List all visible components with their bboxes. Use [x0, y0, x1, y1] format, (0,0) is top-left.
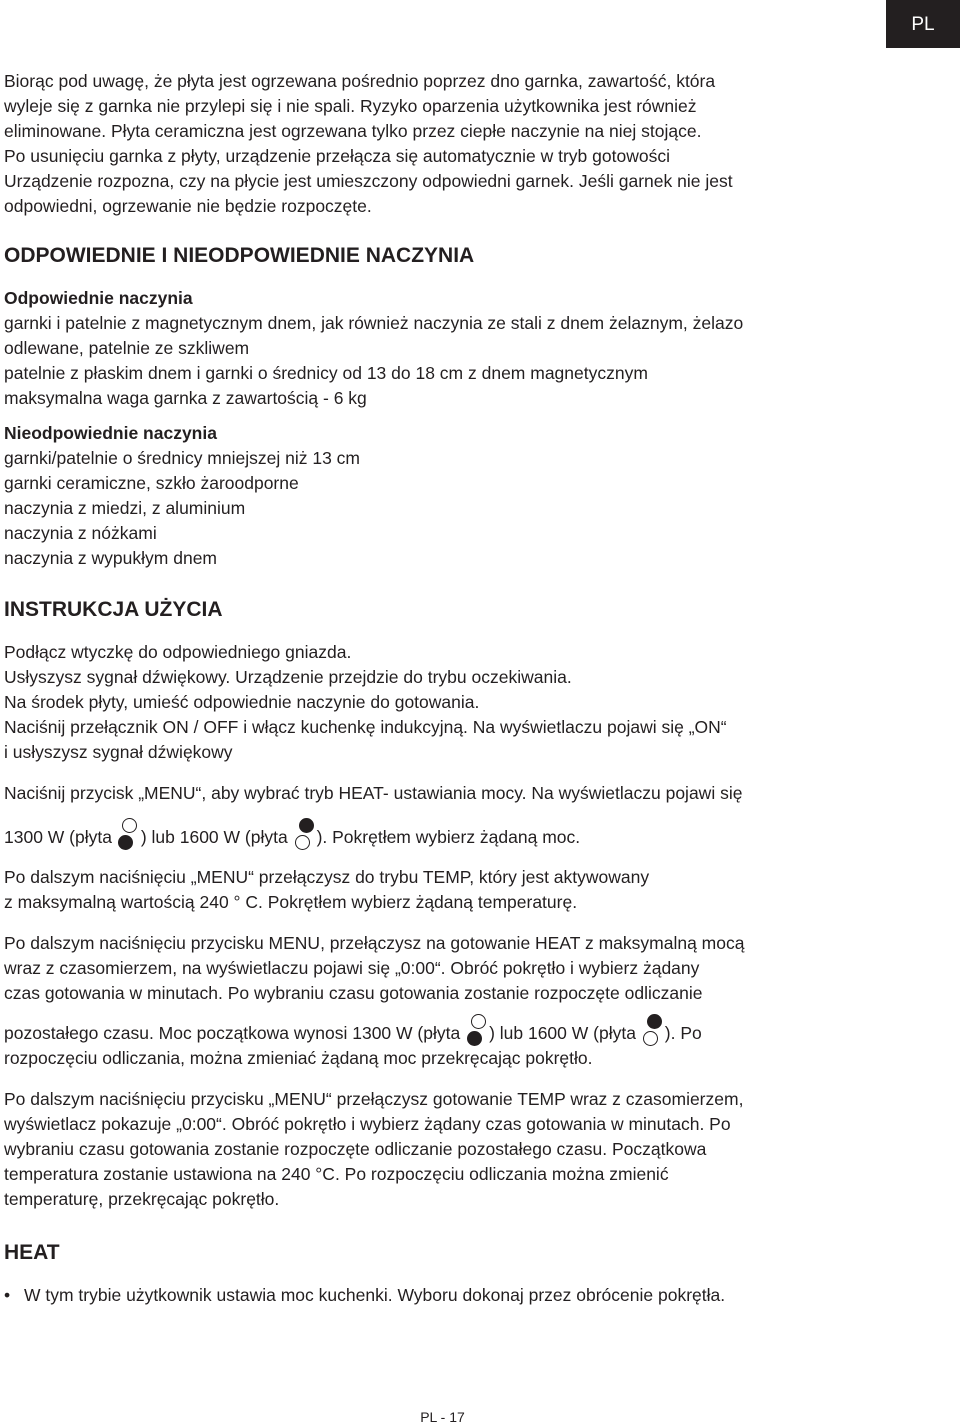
text-fragment: pozostałego czasu. Moc początkowa wynosi 1300 W (płyta: [4, 1023, 466, 1043]
text-line: z maksymalną wartością 240 ° C. Pokrętłem wybierz żądaną temperaturę.: [4, 892, 578, 912]
instructions-paragraph-3: [4, 865, 909, 915]
suitable-list: [4, 311, 909, 411]
list-item: odlewane, patelnie ze szkliwem: [4, 338, 250, 358]
text-line: odpowiedni, ogrzewanie nie będzie rozpoczęte.: [4, 196, 372, 216]
unsuitable-list: [4, 446, 909, 571]
plate-small-icon: [118, 818, 140, 850]
list-item: naczynia z wypukłym dnem: [4, 548, 217, 568]
subheading-unsuitable: Nieodpowiednie naczynia: [4, 423, 217, 443]
plate-large-icon: [642, 1014, 664, 1046]
text-line: Po dalszym naciśnięciu przycisku MENU, przełączysz na gotowanie HEAT z maksymalną mocą: [4, 933, 745, 953]
page-number: PL - 17: [420, 1409, 465, 1425]
instructions-paragraph-5: [4, 1087, 909, 1212]
list-item: garnki ceramiczne, szkło żaroodporne: [4, 473, 299, 493]
intro-paragraph: [4, 69, 909, 219]
list-item: • W tym trybie użytkownik ustawia moc kuchenki. Wyboru dokonaj przez obrócenie pokrętła.: [4, 1283, 909, 1308]
text-line: temperaturę, przekręcając pokrętło.: [4, 1189, 280, 1209]
text-line: czas gotowania w minutach. Po wybraniu czasu gotowania zostanie rozpoczęte odliczanie: [4, 983, 703, 1003]
text-line: temperatura zostanie ustawiona na 240 °C. Po rozpoczęciu odliczania można zmienić: [4, 1164, 669, 1184]
list-item: naczynia z nóżkami: [4, 523, 157, 543]
section-heading-cookware: ODPOWIEDNIE I NIEODPOWIEDNIE NACZYNIA: [4, 244, 475, 267]
text-line: wyświetlacz pokazuje „0:00“. Obróć pokrętło i wybierz żądany czas gotowania w minutach. Po: [4, 1114, 731, 1134]
plate-large-icon: [294, 818, 316, 850]
text-fragment: 1300 W (płyta: [4, 827, 117, 847]
list-item: garnki/patelnie o średnicy mniejszej niż 13 cm: [4, 448, 360, 468]
text-line: eliminowane. Płyta ceramiczna jest ogrzewana tylko przez ciepłe naczynie na niej stojące.: [4, 121, 702, 141]
text-line: Podłącz wtyczkę do odpowiedniego gniazda.: [4, 642, 352, 662]
text-line: Po usunięciu garnka z płyty, urządzenie przełącza się automatycznie w tryb gotowości: [4, 146, 670, 166]
heat-bullet-list: [4, 1283, 909, 1308]
subheading-suitable: Odpowiednie naczynia: [4, 288, 193, 308]
text-line: Po dalszym naciśnięciu przycisku „MENU“ przełączysz gotowanie TEMP wraz z czasomierzem,: [4, 1089, 744, 1109]
instructions-paragraph-1: [4, 640, 909, 765]
text-line: Usłyszysz sygnał dźwiękowy. Urządzenie przejdzie do trybu oczekiwania.: [4, 667, 572, 687]
text-fragment: ) lub 1600 W (płyta: [489, 1023, 641, 1043]
text-line: wyleje się z garnka nie przylepi się i nie spali. Ryzyko oparzenia użytkownika jest również: [4, 96, 697, 116]
list-item: patelnie z płaskim dnem i garnki o średnicy od 13 do 18 cm z dnem magnetycznym: [4, 363, 648, 383]
power-plate-line: [4, 1008, 909, 1046]
text-line: rozpoczęciu odliczania, można zmieniać żądaną moc przekręcając pokrętło.: [4, 1048, 593, 1068]
text-line: Na środek płyty, umieść odpowiednie naczynie do gotowania.: [4, 692, 480, 712]
instructions-paragraph-2: [4, 781, 909, 850]
list-item: maksymalna waga garnka z zawartością - 6 kg: [4, 388, 367, 408]
section-heading-heat: HEAT: [4, 1241, 60, 1264]
language-tab: PL: [886, 0, 960, 48]
text-line: Po dalszym naciśnięciu „MENU“ przełączysz do trybu TEMP, który jest aktywowany: [4, 867, 650, 887]
text-line: Biorąc pod uwagę, że płyta jest ogrzewana pośrednio poprzez dno garnka, zawartość, która: [4, 71, 716, 91]
text-line: Naciśnij przycisk „MENU“, aby wybrać tryb HEAT- ustawiania mocy. Na wyświetlaczu pojawi się: [4, 783, 743, 803]
list-item: garnki i patelnie z magnetycznym dnem, jak również naczynia ze stali z dnem żelaznym, żelazo: [4, 313, 744, 333]
instructions-paragraph-4: [4, 931, 909, 1071]
text-fragment: ) lub 1600 W (płyta: [140, 827, 293, 847]
text-line: i usłyszysz sygnał dźwiękowy: [4, 742, 233, 762]
text-fragment: ). Pokrętłem wybierz żądaną moc.: [316, 827, 581, 847]
section-heading-instructions: INSTRUKCJA UŻYCIA: [4, 598, 223, 621]
text-line: wraz z czasomierzem, na wyświetlaczu pojawi się „0:00“. Obróć pokrętło i wybierz żądany: [4, 958, 700, 978]
text-line: Urządzenie rozpozna, czy na płycie jest umieszczony odpowiedni garnek. Jeśli garnek nie jest: [4, 171, 733, 191]
list-item: naczynia z miedzi, z aluminium: [4, 498, 246, 518]
power-plate-line: [4, 812, 909, 850]
text-line: Naciśnij przełącznik ON / OFF i włącz kuchenkę indukcyjną. Na wyświetlaczu pojawi się „ON“: [4, 717, 727, 737]
plate-small-icon: [466, 1014, 488, 1046]
text-fragment: ). Po: [664, 1023, 702, 1043]
text-line: wybraniu czasu gotowania zostanie rozpoczęte odliczanie pozostałego czasu. Początkowa: [4, 1139, 707, 1159]
page-content: [4, 69, 909, 1308]
